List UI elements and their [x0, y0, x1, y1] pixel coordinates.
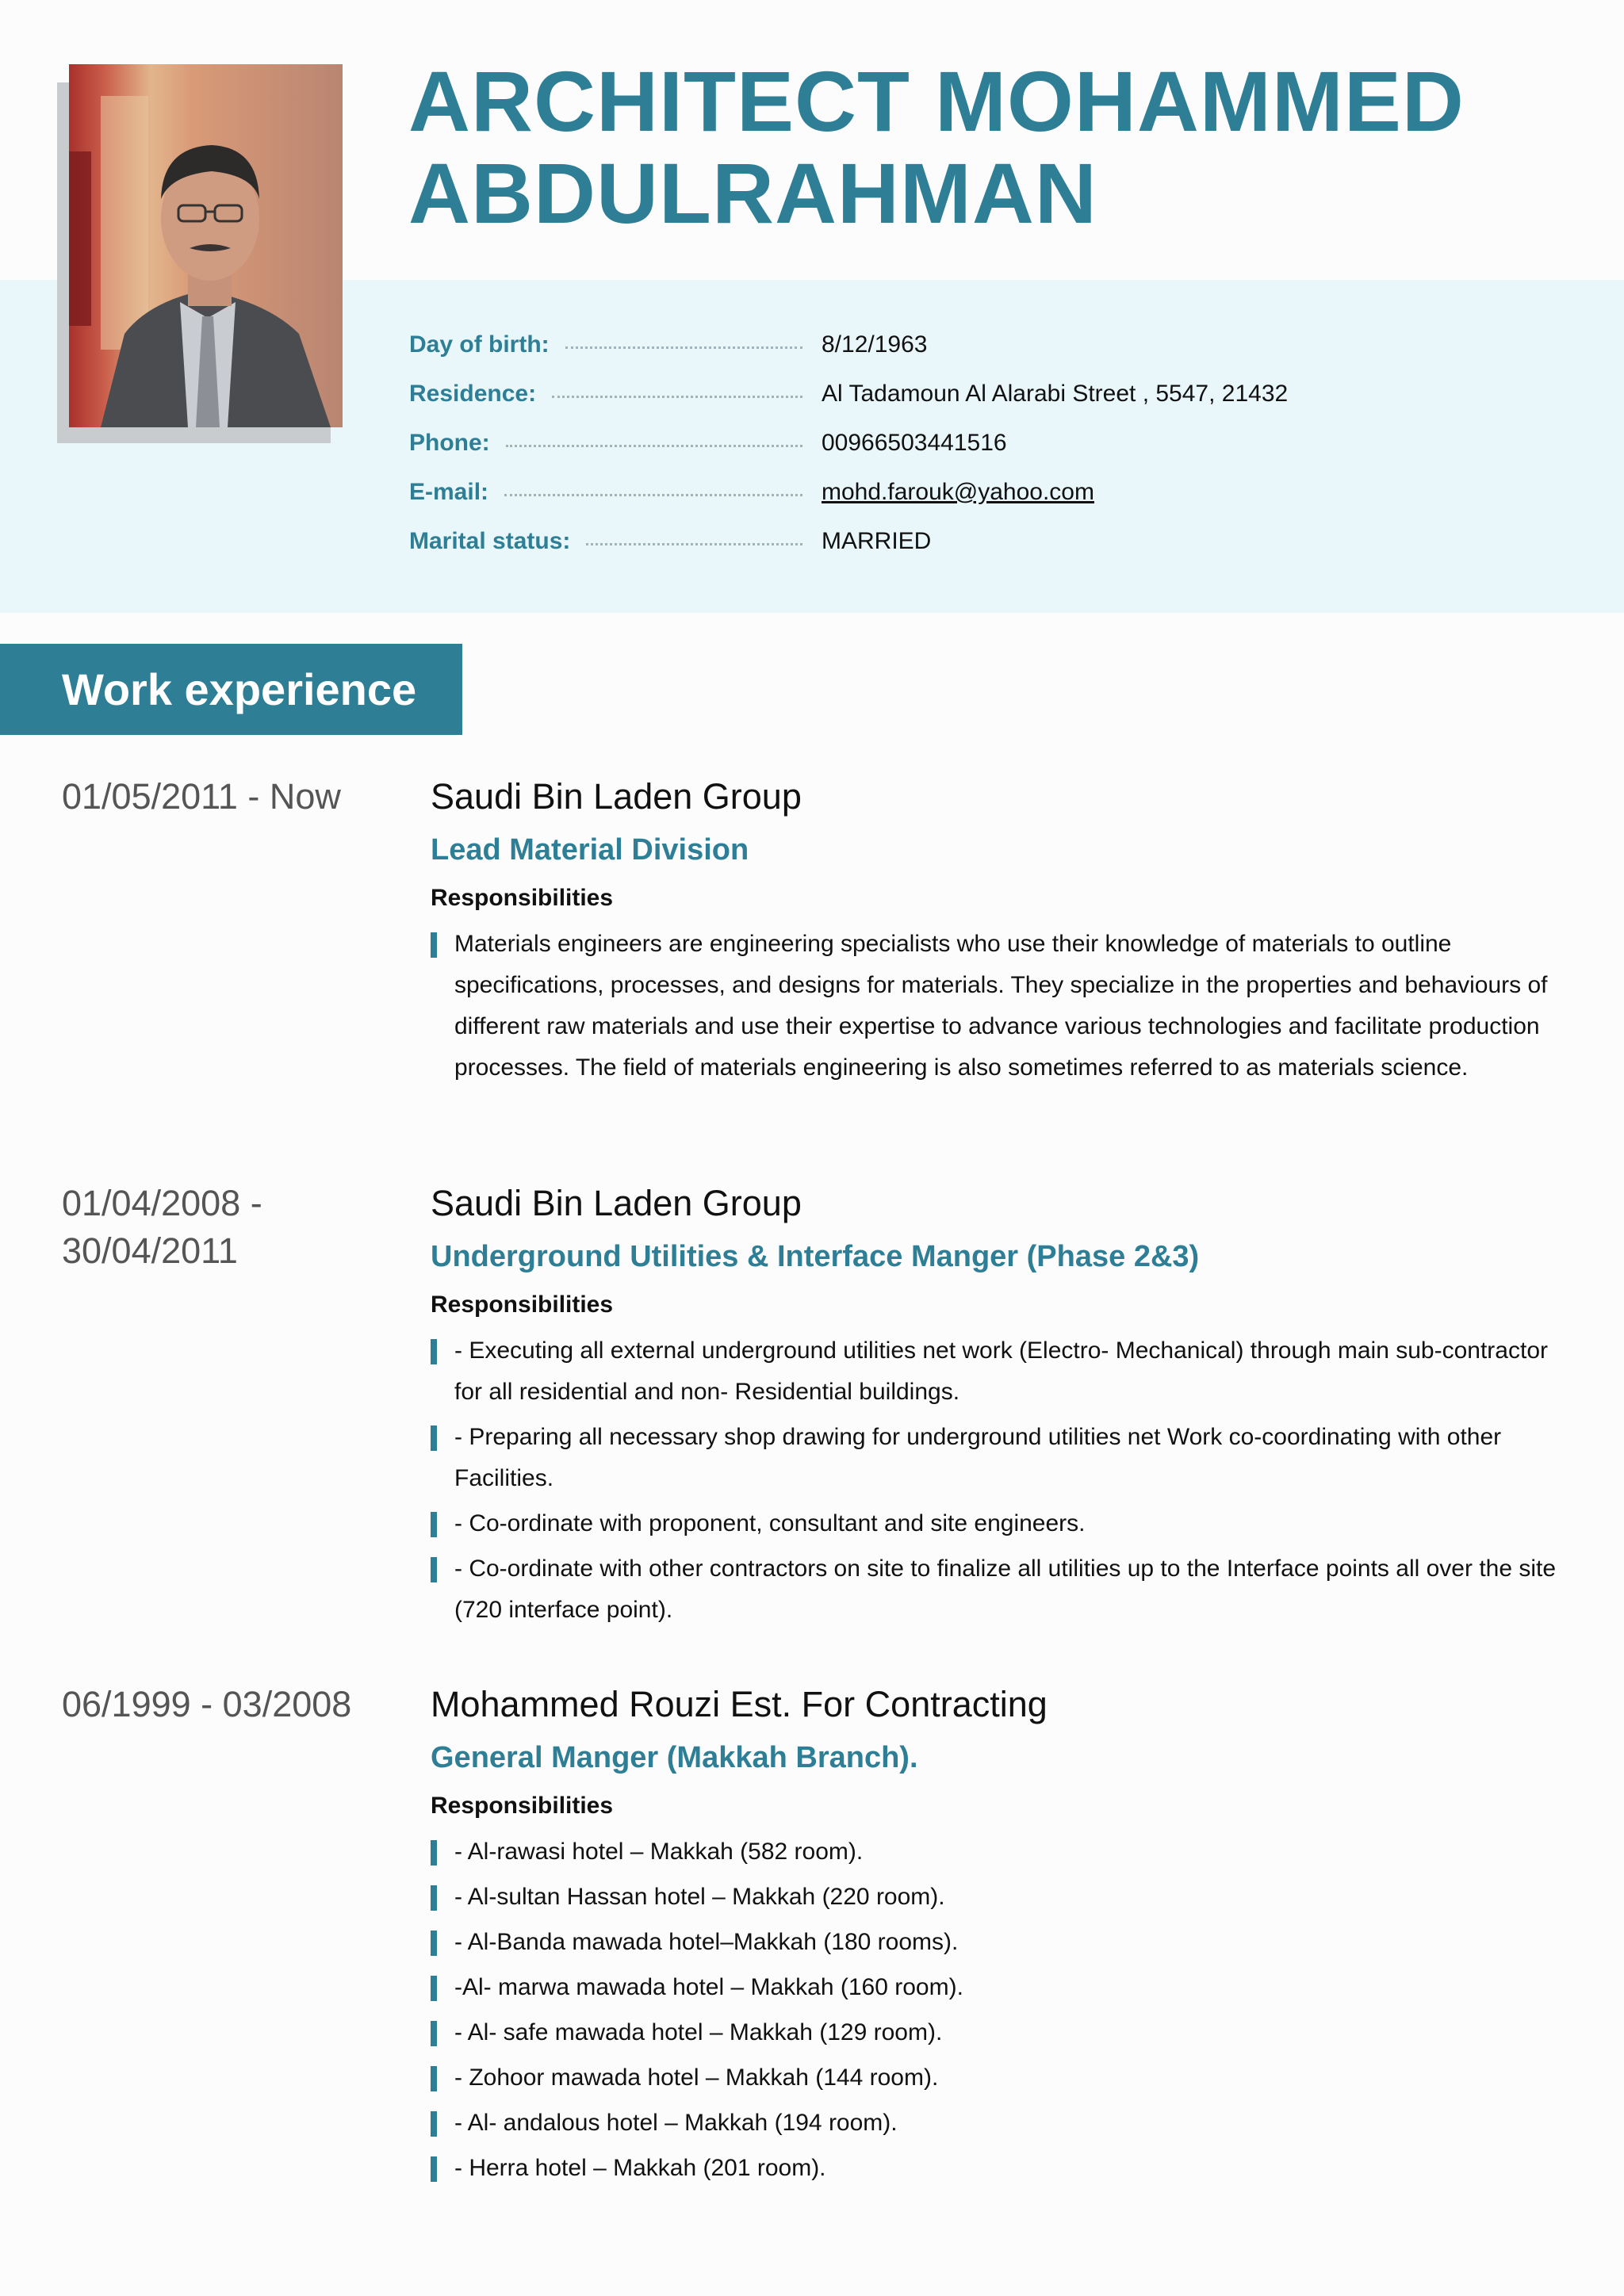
info-key-residence — [409, 381, 822, 408]
bullet-bar — [431, 1976, 437, 2001]
job-date: 01/04/2008 - 30/04/2011 — [62, 1183, 262, 1271]
responsibility-text: - Co-ordinate with proponent, consultant and site engineers. — [454, 1510, 1086, 1536]
personal-info-list — [409, 331, 1583, 577]
profile-photo — [69, 64, 343, 427]
dotted-leader — [565, 346, 802, 349]
info-row-residence — [409, 381, 1583, 430]
bullet-bar — [431, 1840, 437, 1866]
job-details — [431, 1681, 1572, 2193]
responsibility-text: - Co-ordinate with other contractors on site to finalize all utilities up to the Interface points all over the site (720 interface point). — [454, 1556, 1557, 1623]
bullet-bar — [431, 2111, 437, 2137]
job-role: General Manger (Makkah Branch). — [431, 1741, 918, 1774]
info-key-email — [409, 479, 822, 506]
responsibility-item — [431, 1503, 1572, 1544]
bullet-bar — [431, 932, 437, 958]
bullet-bar — [431, 1557, 437, 1582]
responsibility-text: -Al- marwa mawada hotel – Makkah (160 room). — [454, 1974, 963, 2000]
info-value-birth: 8/12/1963 — [822, 331, 928, 358]
name-line-2: ABDULRAHMAN — [408, 145, 1097, 241]
responsibility-text: - Preparing all necessary shop drawing for underground utilities net Work co-coordinating with other Facilities. — [454, 1424, 1502, 1491]
job-details — [431, 1180, 1572, 1635]
responsibility-item — [431, 1967, 1572, 2008]
info-key-phone — [409, 430, 822, 457]
info-label-phone: Phone: — [409, 430, 490, 456]
info-row-birth — [409, 331, 1583, 381]
job-role: Lead Material Division — [431, 833, 749, 867]
email-link[interactable]: mohd.farouk@yahoo.com — [822, 479, 1094, 505]
info-value-residence: Al Tadamoun Al Alarabi Street , 5547, 21432 — [822, 381, 1289, 407]
job-company: Saudi Bin Laden Group — [431, 776, 802, 817]
responsibility-text: - Al- safe mawada hotel – Makkah (129 room). — [454, 2019, 943, 2045]
bullet-bar — [431, 1339, 437, 1364]
responsibilities-heading: Responsibilities — [431, 1292, 614, 1318]
responsibility-item — [431, 2103, 1572, 2144]
job-company: Mohammed Rouzi Est. For Contracting — [431, 1684, 1048, 1724]
responsibility-item — [431, 1922, 1572, 1963]
job-date: 06/1999 - 03/2008 — [62, 1684, 352, 1724]
responsibility-list — [431, 1831, 1572, 2189]
dotted-leader — [504, 494, 802, 496]
responsibility-item — [431, 1877, 1572, 1918]
responsibility-text: - Al-Banda mawada hotel–Makkah (180 rooms). — [454, 1929, 959, 1955]
responsibility-item — [431, 1330, 1572, 1413]
responsibility-text: - Executing all external underground utilities net work (Electro- Mechanical) through main sub-contractor for all residential and non- Residential buildings. — [454, 1337, 1548, 1405]
responsibility-text: - Al-sultan Hassan hotel – Makkah (220 room). — [454, 1884, 945, 1910]
bullet-bar — [431, 1425, 437, 1451]
info-label-marital: Marital status: — [409, 528, 571, 554]
job-date: 01/05/2011 - Now — [62, 776, 341, 817]
responsibility-text: - Al-rawasi hotel – Makkah (582 room). — [454, 1839, 864, 1865]
bullet-bar — [431, 2066, 437, 2091]
job-role: Underground Utilities & Interface Manger (Phase 2&3) — [431, 1240, 1200, 1273]
info-label-email: E-mail: — [409, 479, 489, 505]
job-company: Saudi Bin Laden Group — [431, 1183, 802, 1223]
responsibility-item — [431, 2148, 1572, 2189]
dotted-leader — [552, 396, 802, 398]
responsibility-item — [431, 1548, 1572, 1631]
info-value-phone: 00966503441516 — [822, 430, 1007, 456]
responsibilities-heading: Responsibilities — [431, 1793, 614, 1819]
bullet-bar — [431, 1931, 437, 1956]
responsibility-list — [431, 924, 1572, 1089]
info-row-marital — [409, 528, 1583, 577]
responsibility-text: - Zohoor mawada hotel – Makkah (144 room). — [454, 2064, 939, 2091]
dotted-leader — [506, 445, 802, 447]
info-label-residence: Residence: — [409, 381, 537, 407]
bullet-bar — [431, 2156, 437, 2182]
portrait-image — [69, 64, 343, 427]
responsibility-item — [431, 1417, 1572, 1499]
job-details — [431, 773, 1572, 1093]
section-title-work-experience: Work experience — [0, 644, 462, 735]
info-value-marital: MARRIED — [822, 528, 932, 554]
responsibility-item — [431, 2012, 1572, 2053]
responsibility-item — [431, 1831, 1572, 1873]
responsibilities-heading: Responsibilities — [431, 885, 614, 911]
responsibility-text: Materials engineers are engineering specialists who use their knowledge of materials to outline specifications, processes, and designs for materials. They specialize in the properties and behaviours of different raw materials and use their expertise to advance various technologies and facilitate production processes. The field of materials engineering is also sometimes referred to as materials science. — [454, 931, 1548, 1081]
responsibility-item — [431, 924, 1572, 1089]
info-key-birth — [409, 331, 822, 358]
info-key-marital — [409, 528, 822, 555]
bullet-bar — [431, 1885, 437, 1911]
info-row-email — [409, 479, 1583, 528]
name-line-1: ARCHITECT MOHAMMED — [408, 53, 1465, 149]
candidate-name — [408, 55, 1582, 239]
info-row-phone — [409, 430, 1583, 479]
info-label-birth: Day of birth: — [409, 331, 550, 358]
responsibility-item — [431, 2057, 1572, 2099]
bullet-bar — [431, 2021, 437, 2046]
responsibility-text: - Al- andalous hotel – Makkah (194 room). — [454, 2110, 898, 2136]
responsibility-text: - Herra hotel – Makkah (201 room). — [454, 2155, 826, 2181]
bullet-bar — [431, 1512, 437, 1537]
dotted-leader — [586, 543, 802, 545]
responsibility-list — [431, 1330, 1572, 1631]
